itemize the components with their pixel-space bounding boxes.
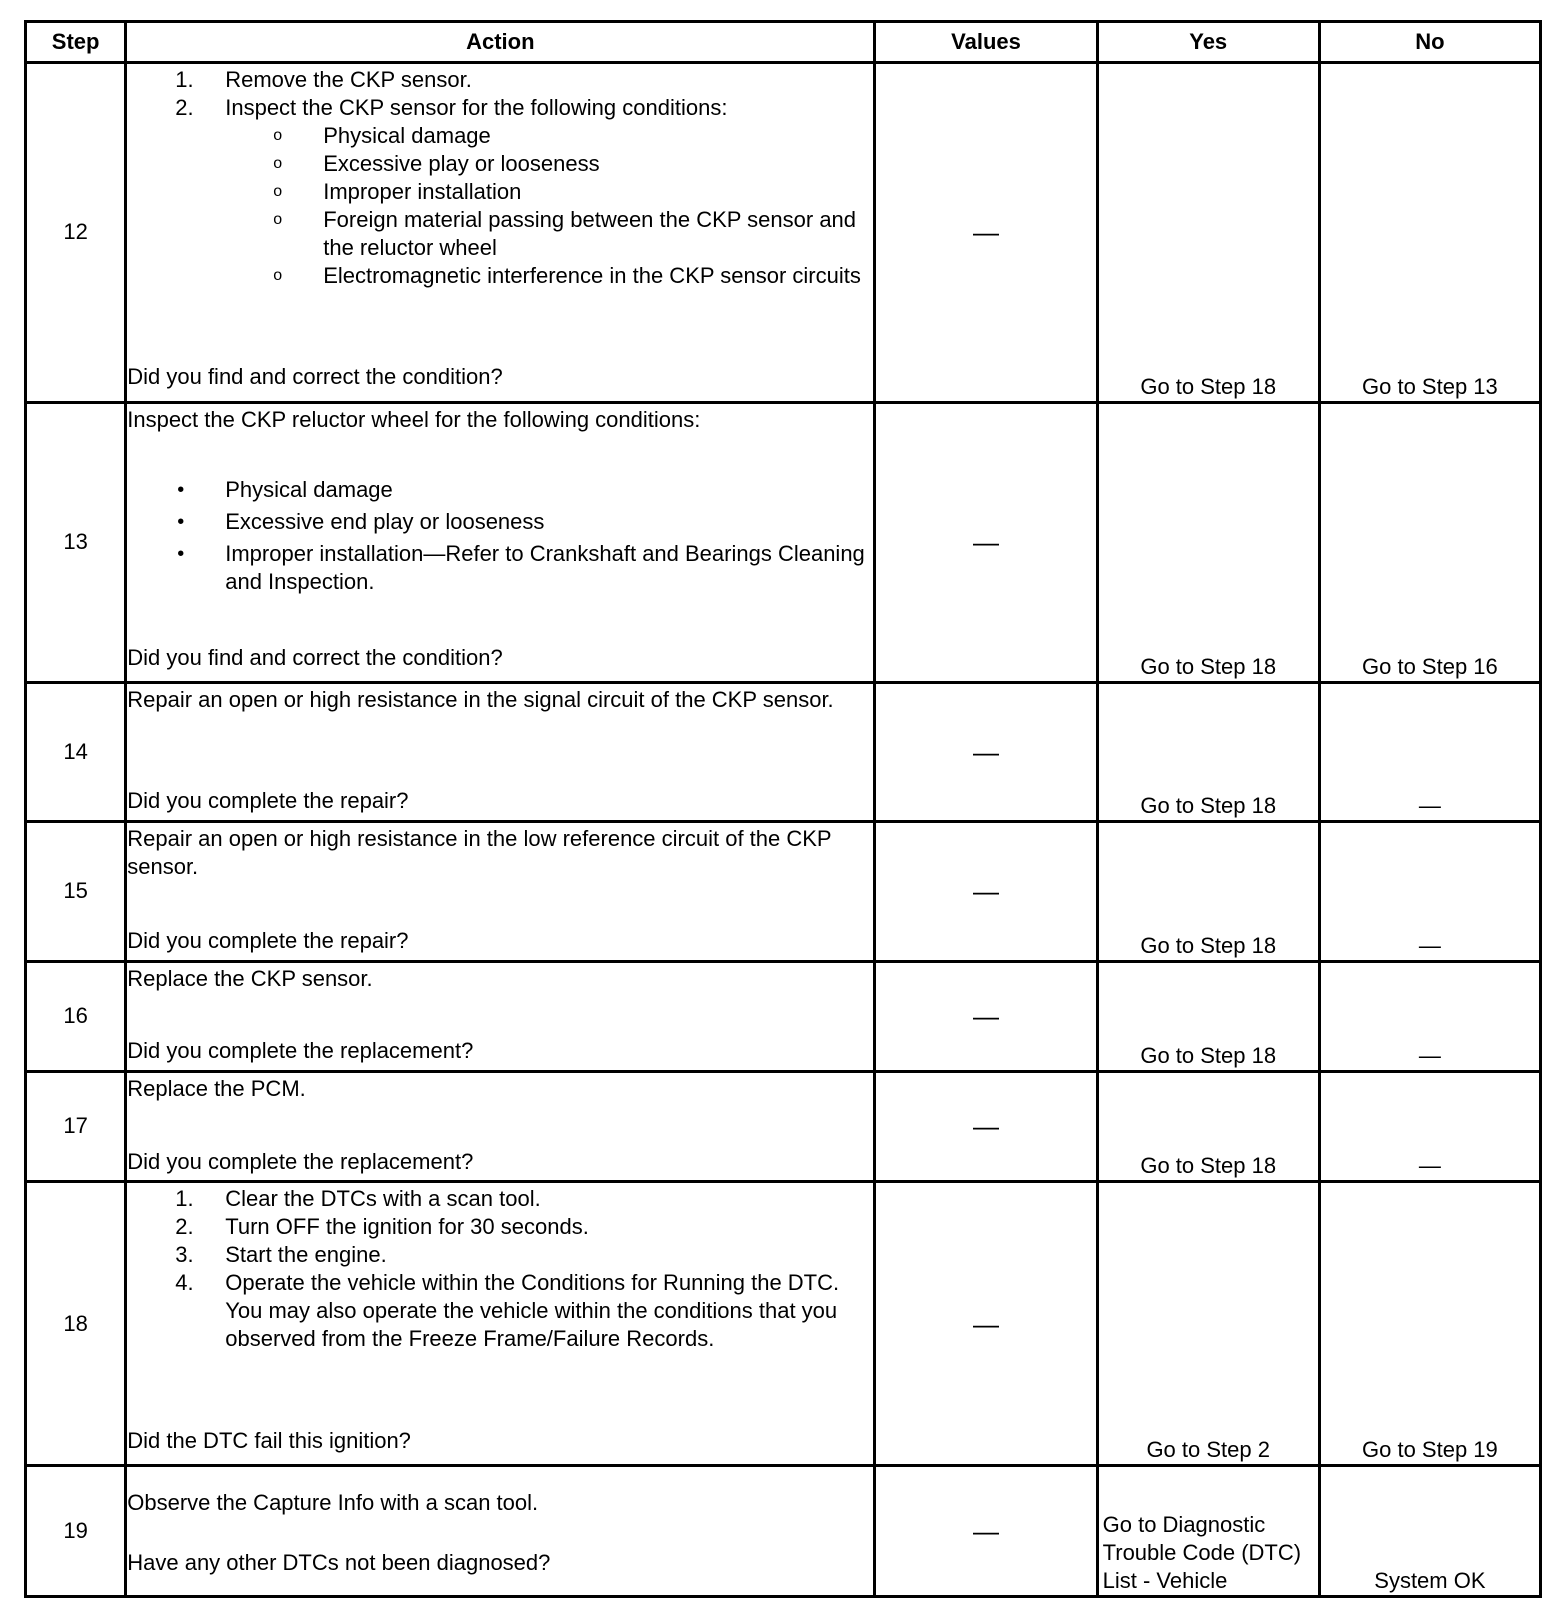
header-yes: Yes (1097, 22, 1319, 63)
list-text: Electromagnetic interference in the CKP sensor circuits (323, 263, 861, 288)
table-row (26, 402, 1541, 682)
action-intro: Repair an open or high resistance in the signal circuit of the CKP sensor. (127, 686, 834, 712)
values-cell: — (875, 402, 1097, 682)
header-step: Step (26, 22, 126, 63)
list-text: Operate the vehicle within the Conditions for Running the DTC. You may also operate the vehicle within the conditions that you observed from the Freeze Frame/Failure Records. (225, 1270, 840, 1352)
list-text: Inspect the CKP sensor for the following conditions: (225, 95, 728, 120)
action-question: Did you find and correct the condition? (127, 364, 503, 389)
action-cell (126, 402, 875, 682)
action-question: Did you find and correct the condition? (127, 644, 503, 670)
sub-list-item (225, 122, 873, 150)
sub-list-item (225, 178, 873, 206)
step-number: 14 (26, 682, 126, 821)
list-text: Turn OFF the ignition for 30 seconds. (225, 1214, 589, 1240)
list-text: Excessive end play or looseness (225, 508, 545, 534)
yes-cell: Go to Step 18 (1097, 1071, 1319, 1182)
bullet-icon: • (177, 510, 185, 533)
values-cell: — (875, 821, 1097, 961)
values-cell: — (875, 1071, 1097, 1182)
action-intro: Repair an open or high resistance in the low reference circuit of the CKP sensor. (127, 825, 832, 879)
list-text: Physical damage (225, 476, 393, 502)
no-cell: Go to Step 13 (1319, 63, 1540, 403)
no-cell: — (1319, 962, 1540, 1072)
list-item (127, 1241, 873, 1269)
list-item (127, 540, 873, 596)
no-cell: System OK (1319, 1465, 1540, 1596)
step-number: 16 (26, 962, 126, 1072)
action-question: Did you complete the replacement? (127, 1148, 474, 1174)
yes-cell: Go to Step 18 (1097, 682, 1319, 821)
action-intro: Replace the CKP sensor. (127, 966, 373, 992)
table-row (26, 63, 1541, 403)
list-text: Excessive play or looseness (323, 151, 600, 176)
action-cell (126, 63, 875, 403)
list-item (127, 66, 873, 94)
step-number: 18 (26, 1182, 126, 1466)
table-row (26, 821, 1541, 961)
circle-bullet-icon: o (273, 127, 283, 144)
numbered-list (127, 1185, 873, 1353)
list-number: 1. (175, 1186, 194, 1212)
sub-list (225, 122, 873, 290)
sub-list-item (225, 262, 873, 290)
no-cell: — (1319, 821, 1540, 961)
table-row (26, 1182, 1541, 1466)
no-cell: Go to Step 19 (1319, 1182, 1540, 1466)
header-values: Values (875, 22, 1097, 63)
bullet-list (127, 476, 873, 596)
list-number: 1. (175, 67, 194, 92)
step-number: 17 (26, 1071, 126, 1182)
values-cell: — (875, 1182, 1097, 1466)
sub-list-item (225, 150, 873, 178)
list-text: Clear the DTCs with a scan tool. (225, 1186, 541, 1212)
action-question: Have any other DTCs not been diagnosed? (127, 1549, 551, 1575)
table-row (26, 1071, 1541, 1182)
yes-cell: Go to Step 2 (1097, 1182, 1319, 1466)
action-question: Did you complete the repair? (127, 927, 409, 953)
list-text: Improper installation (323, 179, 522, 204)
action-intro: Observe the Capture Info with a scan tool. (127, 1489, 539, 1515)
values-cell: — (875, 682, 1097, 821)
list-item (127, 1269, 873, 1353)
table-row (26, 1465, 1541, 1596)
circle-bullet-icon: o (273, 267, 283, 284)
list-number: 2. (175, 1214, 194, 1240)
no-cell: Go to Step 16 (1319, 402, 1540, 682)
diagnostic-table (24, 20, 1542, 1598)
action-question: Did the DTC fail this ignition? (127, 1428, 411, 1454)
action-question: Did you complete the replacement? (127, 1038, 474, 1064)
no-cell: — (1319, 682, 1540, 821)
action-cell (126, 821, 875, 961)
action-cell (126, 962, 875, 1072)
list-text: Physical damage (323, 123, 491, 148)
action-cell (126, 1071, 875, 1182)
list-number: 3. (175, 1242, 194, 1268)
list-number: 4. (175, 1270, 194, 1296)
action-cell (126, 682, 875, 821)
list-item (127, 508, 873, 536)
bullet-icon: • (177, 542, 185, 565)
action-intro: Inspect the CKP reluctor wheel for the following conditions: (127, 406, 701, 432)
action-cell (126, 1182, 875, 1466)
list-text: Start the engine. (225, 1242, 387, 1268)
header-row (26, 22, 1541, 63)
action-intro: Replace the PCM. (127, 1075, 306, 1101)
yes-cell: Go to Step 18 (1097, 63, 1319, 403)
step-number: 13 (26, 402, 126, 682)
step-number: 15 (26, 821, 126, 961)
list-item (127, 1213, 873, 1241)
yes-cell: Go to Step 18 (1097, 821, 1319, 961)
circle-bullet-icon: o (273, 155, 283, 172)
table-row (26, 962, 1541, 1072)
header-no: No (1319, 22, 1540, 63)
yes-cell: Go to Step 18 (1097, 402, 1319, 682)
list-number: 2. (175, 95, 194, 120)
list-text: Remove the CKP sensor. (225, 67, 472, 92)
list-item (127, 476, 873, 504)
circle-bullet-icon: o (273, 211, 283, 228)
list-text: Foreign material passing between the CKP sensor and the reluctor wheel (323, 207, 857, 260)
list-item (127, 1185, 873, 1213)
step-number: 19 (26, 1465, 126, 1596)
values-cell: — (875, 63, 1097, 403)
header-action: Action (126, 22, 875, 63)
action-cell (126, 1465, 875, 1596)
yes-cell: Go to Step 18 (1097, 962, 1319, 1072)
yes-cell: Go to Diagnostic Trouble Code (DTC) List - Vehicle (1097, 1465, 1319, 1596)
circle-bullet-icon: o (273, 183, 283, 200)
values-cell: — (875, 962, 1097, 1072)
no-cell: — (1319, 1071, 1540, 1182)
numbered-list (127, 66, 873, 290)
list-text: Improper installation—Refer to Crankshaft and Bearings Cleaning and Inspection. (225, 540, 865, 594)
action-question: Did you complete the repair? (127, 787, 409, 813)
table-row (26, 682, 1541, 821)
bullet-icon: • (177, 478, 185, 501)
sub-list-item (225, 206, 873, 262)
step-number: 12 (26, 63, 126, 403)
values-cell: — (875, 1465, 1097, 1596)
list-item (127, 94, 873, 290)
